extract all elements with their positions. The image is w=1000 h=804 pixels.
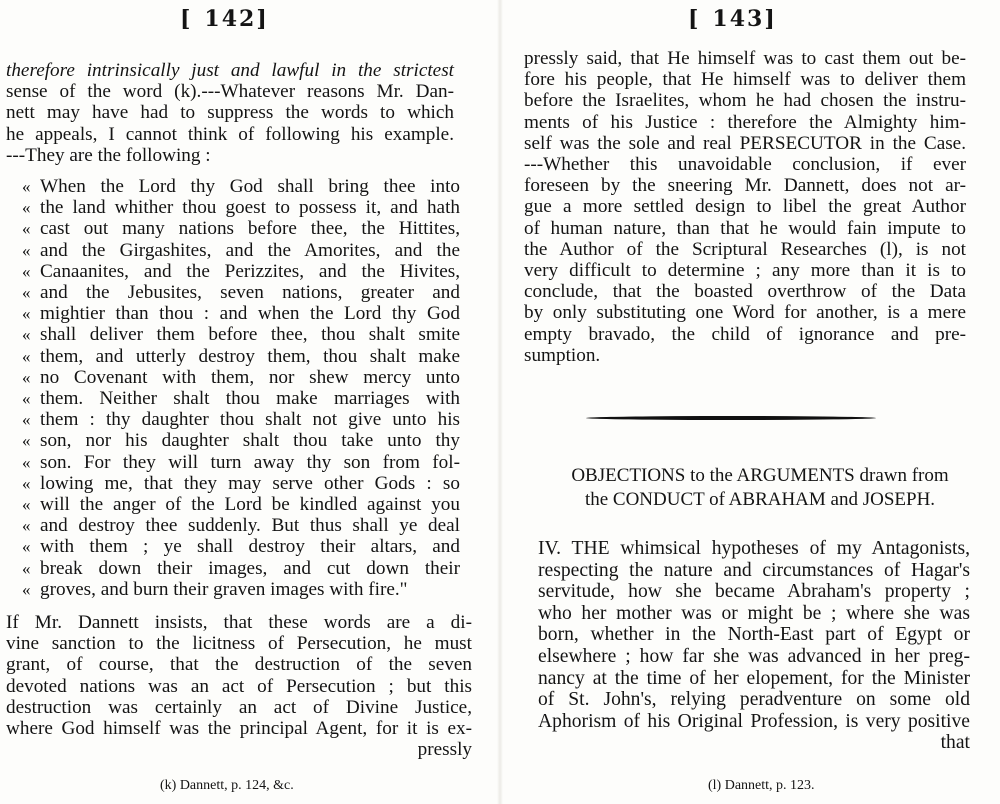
quote-line: « no Covenant with them, nor shew mercy unto: [22, 366, 460, 388]
text-line: grant, of course, that the destruction of the seven: [6, 654, 472, 676]
text-line: conclude, that the boasted overthrow of the Data: [524, 281, 966, 303]
right-page: [500, 0, 1000, 804]
text-line: vine sanction to the licitness of Persecution, he must: [6, 633, 472, 655]
quote-line: « break down their images, and cut down their: [22, 557, 460, 579]
text-line: respecting the nature and circumstances of Hagar's: [538, 559, 970, 581]
text-line: ---Whether this unavoidable conclusion, if ever: [524, 154, 966, 176]
page-number-left: [142]: [180, 6, 281, 32]
text-line: nett may have had to suppress the words to which: [6, 102, 454, 124]
text-line: foreseen by the sneering Mr. Dannett, does not ar-: [524, 175, 966, 197]
text-line: pressly said, that He himself was to cast them out be-: [524, 48, 966, 69]
text-line: nancy at the time of her elopement, for the Minister: [538, 667, 970, 689]
quote-line: « the land whither thou goest to possess it, and hath: [22, 197, 460, 219]
text-line: fore his people, that He himself was to deliver them: [524, 69, 966, 91]
text-line: by only substituting one Word for another, is a mere: [524, 302, 966, 324]
quote-line: « and destroy thee suddenly. But thus shall ye deal: [22, 515, 460, 537]
text-line: IV. THE whimsical hypotheses of my Antagonists,: [538, 538, 970, 559]
section-divider: [586, 416, 876, 420]
text-line: destruction was certainly an act of Divine Justice,: [6, 696, 472, 718]
quote-line: « will the anger of the Lord be kindled against you: [22, 494, 460, 516]
text-line: elsewhere ; how far she was advanced in her preg-: [538, 645, 970, 667]
text-line: ments of his Justice : therefore the Almighty him-: [524, 111, 966, 133]
text-line: sense of the word (k).---Whatever reasons Mr. Dan-: [6, 81, 454, 103]
text-line: ---They are the following :: [6, 144, 211, 166]
text-line: where God himself was the principal Agent, for it is ex-: [6, 718, 472, 740]
text-line: he appeals, I cannot think of following his example.: [6, 123, 454, 145]
quote-line: « shall deliver them before thee, thou shalt smite: [22, 324, 460, 346]
footnote-k: (k) Dannett, p. 124, &c.: [160, 778, 294, 793]
text-line: therefore intrinsically just and lawful in the strictest: [6, 60, 454, 81]
text-line: empty bravado, the child of ignorance and pre-: [524, 323, 966, 345]
text-line: Aphorism of his Original Profession, is very positive: [538, 710, 970, 732]
text-line: of human nature, than that he would fain impute to: [524, 217, 966, 239]
text-line: born, whether in the North-East part of Egypt or: [538, 624, 970, 646]
quote-line: « son. For they will turn away thy son from fol-: [22, 451, 460, 473]
intro-paragraph: [6, 60, 454, 166]
text-line: who her mother was or might be ; where she was: [538, 602, 970, 624]
quote-line: « cast out many nations before thee, the Hittites,: [22, 218, 460, 240]
quote-line: « them, and utterly destroy them, thou shalt make: [22, 345, 460, 367]
text-line: devoted nations was an act of Persecution ; but this: [6, 675, 472, 697]
quote-line: « and the Girgashites, and the Amorites, and the: [22, 239, 460, 261]
page-number-right: [143]: [688, 6, 789, 32]
continuation-paragraph: [524, 48, 966, 366]
quote-line: « and the Jebusites, seven nations, greater and: [22, 282, 460, 304]
quote-line: « mightier than thou : and when the Lord thy God: [22, 303, 460, 325]
text-line: of St. John's, relying peradventure on some old: [538, 689, 970, 711]
quote-line: « When the Lord thy God shall bring thee into: [22, 176, 460, 197]
argument-paragraph: [6, 612, 472, 760]
quote-line: « them. Neither shalt thou make marriages with: [22, 388, 460, 410]
footnote-l: (l) Dannett, p. 123.: [708, 778, 815, 793]
heading-line: the CONDUCT of ABRAHAM and JOSEPH.: [584, 489, 936, 510]
quote-line: « son, nor his daughter shalt thou take unto thy: [22, 430, 460, 452]
quote-line: « lowing me, that they may serve other Gods : so: [22, 472, 460, 494]
text-line: before the Israelites, whom he had chosen the instru-: [524, 90, 966, 112]
catchword: pressly: [417, 739, 472, 761]
text-line: If Mr. Dannett insists, that these words are a di-: [6, 612, 472, 633]
catchword: that: [940, 732, 970, 754]
quote-line: « Canaanites, and the Perizzites, and the Hivites,: [22, 260, 460, 282]
scripture-quotation: [22, 176, 460, 600]
section-iv-paragraph: [538, 538, 970, 754]
text-line: sumption.: [524, 344, 601, 366]
text-line: very difficult to determine ; any more than it is to: [524, 260, 966, 282]
section-heading: [540, 464, 980, 512]
quote-line: « with them ; ye shall destroy their altars, and: [22, 536, 460, 558]
text-line: servitude, how she became Abraham's property ;: [538, 581, 970, 603]
text-line: gue a more settled design to libel the great Author: [524, 196, 966, 218]
text-line: self was the sole and real PERSECUTOR in the Case.: [524, 132, 966, 154]
heading-line: OBJECTIONS to the ARGUMENTS drawn from: [571, 465, 949, 486]
quote-line: « them : thy daughter thou shalt not give unto his: [22, 409, 460, 431]
text-line: the Author of the Scriptural Researches (l), is not: [524, 238, 966, 260]
quote-line: « groves, and burn their graven images with fire.": [22, 578, 408, 600]
